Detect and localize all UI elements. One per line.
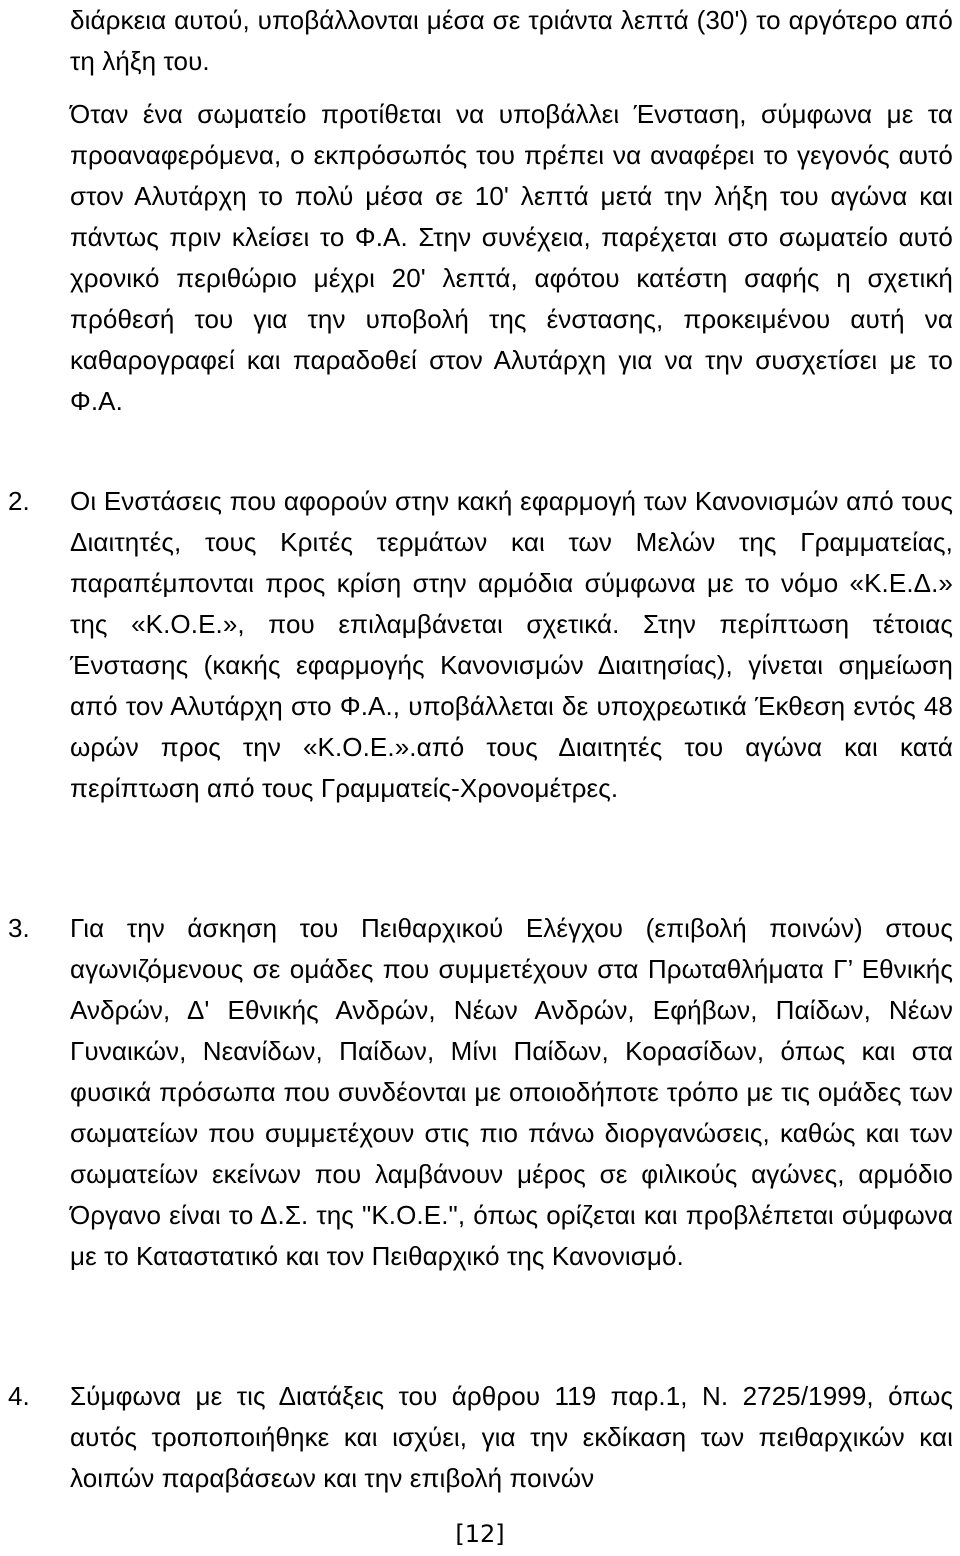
item-number: 2. <box>8 486 30 516</box>
item-text: Σύμφωνα με τις Διατάξεις του άρθρου 119 παρ.1, Ν. 2725/1999, όπως αυτός τροποποιήθηκε και ισχύει, για την εκδίκαση των πειθαρχικών και λοιπών παραβάσεων και την επιβολή ποινών <box>70 1381 953 1493</box>
item-number: 4. <box>8 1381 30 1411</box>
item-text: Για την άσκηση του Πειθαρχικού Ελέγχου (επιβολή ποινών) στους αγωνιζόμενους σε ομάδες που συμμετέχουν στα Πρωταθλήματα Γ’ Εθνικής Ανδρών, Δ' Εθνικής Ανδρών, Νέων Ανδρών, Εφήβων, Παίδων, Νέων Γυναικών, Νεανίδων, Παίδων, Μίνι Παίδων, Κορασίδων, όπως και στα φυσικά πρόσωπα που συνδέονται με οποιοδήποτε τρόπο με τις ομάδες των σωματείων που συμμετέχουν στις πιο πάνω διοργανώσεις, καθώς και των σωματείων εκείνων που λαμβάνουν μέρος σε φιλικούς αγώνες, αρμόδιο Όργανο είναι το Δ.Σ. της "Κ.Ο.Ε.", όπως ορίζεται και προβλέπεται σύμφωνα με το Καταστατικό και τον Πειθαρχικό της Κανονισμό. <box>70 913 953 1271</box>
continued-paragraph: διάρκεια αυτού, υποβάλλονται μέσα σε τριάντα λεπτά (30') το αργότερο από τη λήξη του. <box>70 5 953 76</box>
page-number: [12] <box>455 1520 505 1548</box>
item-text: Οι Ενστάσεις που αφορούν στην κακή εφαρμογή των Κανονισμών από τους Διαιτητές, τους Κριτές τερμάτων και των Μελών της Γραμματείας, παραπέμπονται προς κρίση στην αρμόδια σύμφωνα με το νόμο «Κ.Ε.Δ.» της «Κ.Ο.Ε.», που επιλαμβάνεται σχετικά. Στην περίπτωση τέτοιας Ένστασης (κακής εφαρμογής Κανονισμών Διαιτησίας), γίνεται σημείωση από τον Αλυτάρχη στο Φ.Α., υποβάλλεται δε υποχρεωτικά Έκθεση εντός 48 ωρών προς την «Κ.Ο.Ε.».από τους Διαιτητές του αγώνα και κατά περίπτωση από τους Γραμματείς-Χρονομέτρες. <box>70 486 953 803</box>
objection-paragraph: Όταν ένα σωματείο προτίθεται να υποβάλλει Ένσταση, σύμφωνα με τα προαναφερόμενα, ο εκπρόσωπός του πρέπει να αναφέρει το γεγονός αυτό στον Αλυτάρχη το πολύ μέσα σε 10' λεπτά μετά την λήξη του αγώνα και πάντως πριν κλείσει το Φ.Α. Στην συνέχεια, παρέχεται στο σωματείο αυτό χρονικό περιθώριο μέχρι 20' λεπτά, αφότου κατέστη σαφής η σχετική πρόθεσή του για την υποβολή της ένστασης, προκειμένου αυτή να καθαρογραφεί και παραδοθεί στον Αλυτάρχη για να την συσχετίσει με το Φ.Α. <box>70 99 953 416</box>
item-number: 3. <box>8 913 30 943</box>
